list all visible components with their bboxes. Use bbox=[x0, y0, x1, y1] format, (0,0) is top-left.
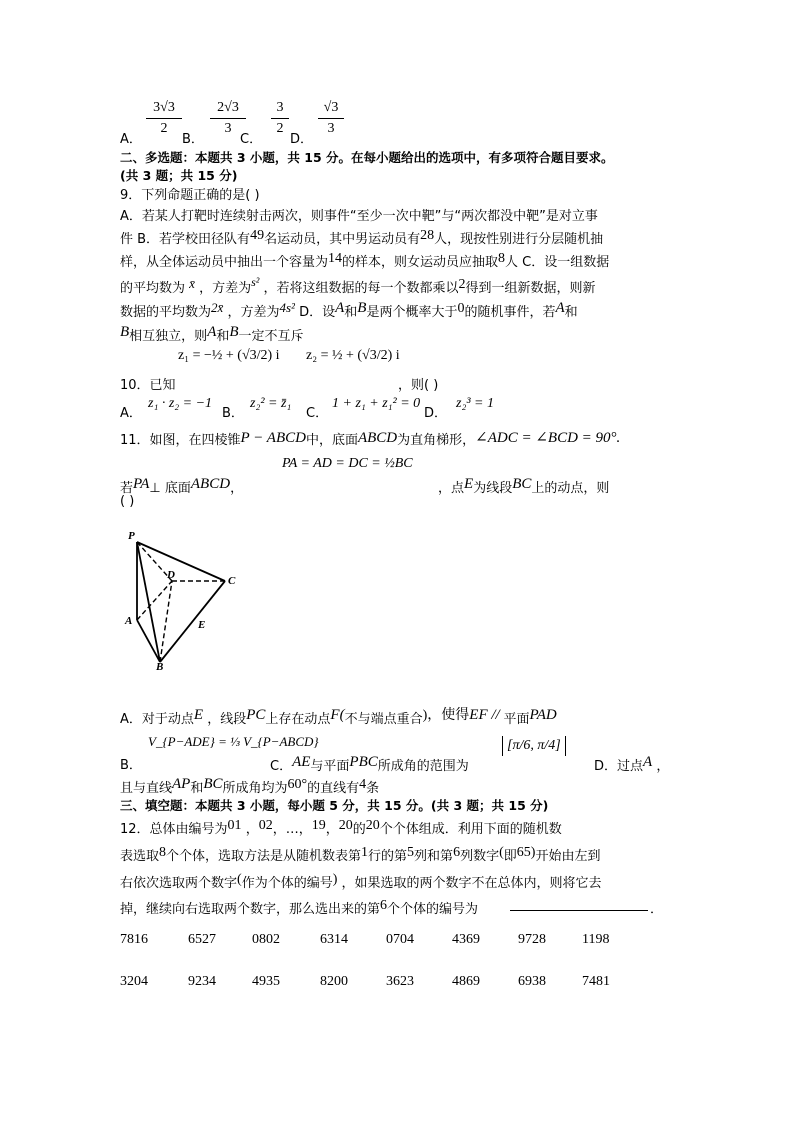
q9-line6: B相互独立，则A和B一定不互斥 bbox=[120, 324, 304, 344]
q11-line1: 11．如图，在四棱锥P − ABCD中，底面ABCD为直角梯形，∠ADC = ∠BCD = 90°. bbox=[120, 430, 621, 448]
q8-option-b-label: B． bbox=[182, 132, 204, 147]
q11-paren: ( ) bbox=[120, 494, 135, 509]
q11-line2-tail: ，点E为线段BC上的动点，则 bbox=[438, 476, 610, 496]
section2-count: (共 3 题；共 15 分) bbox=[120, 168, 238, 183]
table-cell: 3623 bbox=[386, 974, 414, 989]
pyramid-figure bbox=[120, 524, 250, 670]
q10-option-d: D． bbox=[424, 406, 448, 421]
label-E: E bbox=[198, 619, 206, 631]
table-cell: 6527 bbox=[188, 932, 216, 947]
section2-title: 二、多选题：本题共 3 小题，共 15 分。在每小题给出的选项中，有多项符合题目要求。 bbox=[120, 150, 614, 165]
label-D: D bbox=[167, 569, 175, 581]
q10-stem: 10．已知 bbox=[120, 378, 176, 393]
q11-option-c: C．AE与平面PBC所成角的范围为 bbox=[270, 754, 469, 774]
table-cell: 4869 bbox=[452, 974, 480, 989]
table-cell: 0802 bbox=[252, 932, 280, 947]
q12-line4: 掉，继续向右选取两个数字，那么选出来的第6个个体的编号为 bbox=[120, 898, 479, 917]
section3-title: 三、填空题：本题共 3 小题，每小题 5 分，共 15 分。(共 3 题；共 15 分) bbox=[120, 798, 549, 813]
label-A: A bbox=[125, 615, 133, 627]
q10-option-b-expr: z₂² = z̄₁ bbox=[250, 396, 292, 411]
table-cell: 9728 bbox=[518, 932, 546, 947]
table-cell: 1198 bbox=[582, 932, 610, 947]
table-cell: 7816 bbox=[120, 932, 148, 947]
table-cell: 4935 bbox=[252, 974, 280, 989]
q8-option-c-label: C． bbox=[240, 132, 263, 147]
table-cell: 6938 bbox=[518, 974, 546, 989]
table-cell: 0704 bbox=[386, 932, 414, 947]
q10-option-c-expr: 1 + z₁ + z₁² = 0 bbox=[332, 396, 421, 411]
q10-z1: z₁ = −½ + (√3/2) i bbox=[178, 348, 280, 363]
table-cell: 3204 bbox=[120, 974, 148, 989]
q11-equation: PA = AD = DC = ½BC bbox=[282, 456, 413, 471]
q8-option-a-label: A． bbox=[120, 132, 142, 147]
label-B: B bbox=[156, 661, 164, 670]
q10-option-a-expr: z₁ · z₂ = −1 bbox=[148, 396, 213, 411]
q12-line2: 表选取8个个体，选取方法是从随机数表第1行的第5列和第6列数字(即65)开始由左到 bbox=[120, 845, 601, 864]
q9-line1: A．若某人打靶时连续射击两次，则事件“至少一次中靶”与“两次都没中靶”是对立事 bbox=[120, 209, 598, 224]
q9-stem: 9．下列命题正确的是( ) bbox=[120, 188, 260, 203]
table-cell: 7481 bbox=[582, 974, 610, 989]
q10-then: ，则( ) bbox=[398, 378, 439, 393]
label-C: C bbox=[228, 575, 236, 587]
q10-option-d-expr: z₂³ = 1 bbox=[456, 396, 494, 411]
label-P: P bbox=[128, 530, 135, 542]
q11-option-a: A．对于动点E ，线段PC上存在动点F(不与端点重合)，使得EF // 平面PAD bbox=[120, 707, 557, 727]
q9-line3: 样，从全体运动员中抽出一个容量为14的样本，则女运动员应抽取8人 C．设一组数据 bbox=[120, 251, 610, 270]
q10-z2: z₂ = ½ + (√3/2) i bbox=[306, 348, 400, 363]
q11-option-d: D．过点A ， bbox=[594, 754, 670, 774]
edge-PB bbox=[137, 542, 160, 662]
table-cell: 6314 bbox=[320, 932, 348, 947]
q10-option-b: B． bbox=[222, 406, 244, 421]
q12-answer-blank[interactable] bbox=[510, 910, 648, 911]
q8-option-d-fraction: √3 3 bbox=[318, 100, 344, 137]
q9-line2: 件 B．若学校田径队有49名运动员，其中男运动员有28人，现按性别进行分层随机抽 bbox=[120, 228, 604, 247]
q8-option-a-fraction: 3√3 2 bbox=[146, 100, 182, 137]
q12-line3: 右依次选取两个数字(作为个体的编号) ，如果选取的两个数字不在总体内，则将它去 bbox=[120, 872, 602, 891]
q8-option-d-label: D． bbox=[290, 132, 314, 147]
q11-option-b-label: B． bbox=[120, 758, 142, 773]
q9-line4: 的平均数为 x̄ ，方差为s² ，若将这组数据的每一个数都乘以2得到一组新数据，则新 bbox=[120, 275, 596, 296]
table-cell: 4369 bbox=[452, 932, 480, 947]
q12-line1: 12．总体由编号为01 ，02，…，19，20的20个个体组成．利用下面的随机数 bbox=[120, 818, 562, 837]
q8-option-c-fraction: 3 2 bbox=[271, 100, 289, 137]
q9-line5: 数据的平均数为2x̄ ，方差为4s² D．设A和B是两个概率大于0的随机事件，若A和 bbox=[120, 300, 578, 320]
q11-option-d-line2: 且与直线AP和BC所成角均为60°的直线有4条 bbox=[120, 776, 380, 796]
table-cell: 9234 bbox=[188, 974, 216, 989]
q8-option-b-fraction: 2√3 3 bbox=[210, 100, 246, 137]
q10-option-a: A． bbox=[120, 406, 142, 421]
q11-option-c-range: [π/6, π/4] bbox=[502, 736, 566, 756]
q10-option-c: C． bbox=[306, 406, 329, 421]
q12-period: ． bbox=[650, 902, 664, 917]
edge-PC bbox=[137, 542, 225, 581]
q11-line2: 若PA⊥ 底面ABCD， bbox=[120, 476, 244, 496]
edge-BC bbox=[160, 581, 225, 662]
table-cell: 8200 bbox=[320, 974, 348, 989]
q11-option-b-expr: V_{P−ADE} = ⅓ V_{P−ABCD} bbox=[148, 734, 319, 749]
